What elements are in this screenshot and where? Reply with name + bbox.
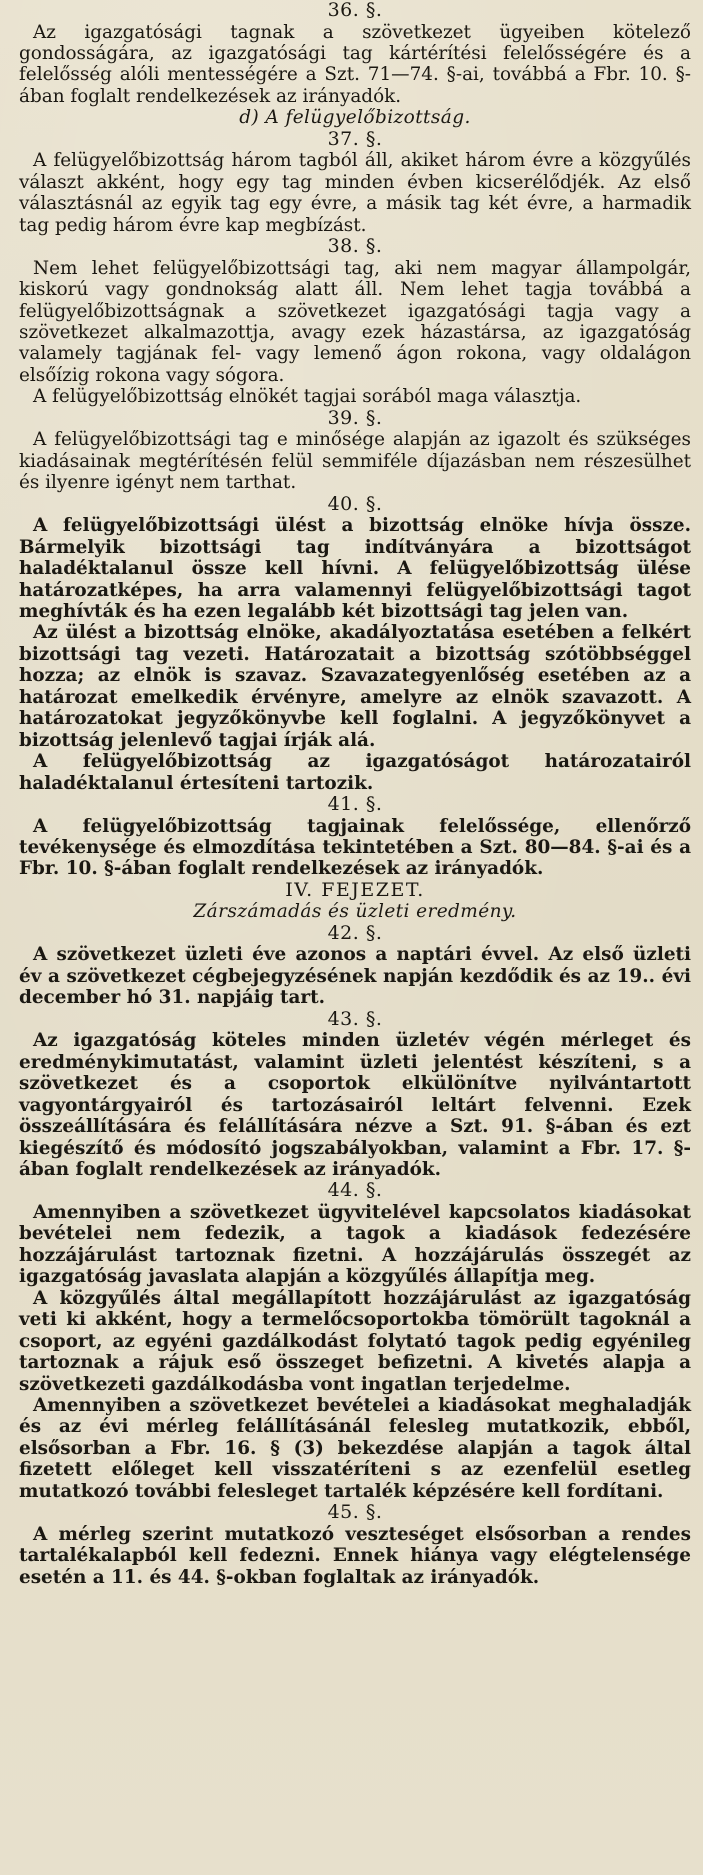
paragraph: Amennyiben a szövetkezet ügyvitelével kapcsolatos kiadásokat bevételei nem fedezik, a tagok a kiadások fedezésére hozzájárulást tartoznak fizetni. A hozzájárulás összegét az igazgatóság javaslata alapján a közgyűlés állapítja meg. (19, 1201, 691, 1288)
subsection-title: d) A felügyelőbizottság. (239, 107, 471, 129)
section-39 (19, 408, 691, 494)
paragraph: Az igazgatósági tagnak a szövetkezet ügyeiben kötelező gondosságára, az igazgatósági tag kártérítési felelősségére és a felelősség alóli mentességére a Szt. 71—74. §-ai, továbbá a Fbr. 10. §-ában foglalt rendelkezések az irányadók. (19, 21, 691, 107)
paragraph: A mérleg szerint mutatkozó veszteséget elsősorban a rendes tartalékalapból kell fedezni. Ennek hiánya vagy elégtelensége esetén a 11. és 44. §-okban foglaltak az irányadók. (19, 1523, 691, 1588)
paragraph: A felügyelőbizottság három tagból áll, akiket három évre a közgyűlés választ akként, hogy egy tag minden évben kicserélődjék. Az első választásnál az egyik tag egy évre, a másik tag két évre, a harmadik tag pedig három évre kap megbízást. (19, 150, 691, 236)
section-heading: 45. §. (327, 1501, 383, 1524)
paragraph: Nem lehet felügyelőbizottsági tag, aki nem magyar állampolgár, kiskorú vagy gondnokság alatt áll. Nem lehet tagja továbbá a felügyelőbizottságnak a szövetkezet igazgatósági tagja vagy a szövetkezet alkalmazottja, avagy ezek házastársa, az igazgatóság valamely tagjának fel- vagy lemenő ágon rokona, vagy oldalágon elsőízig rokona vagy sógora. (19, 257, 691, 386)
paragraph: Az ülést a bizottság elnöke, akadályoztatása esetében a felkért bizottsági tag vezeti. Határozatait a bizottság szótöbbséggel hozza; az elnök is szavaz. Szavazategyenlőség esetében az a határozat emelkedik érvényre, amelyre az elnök szavazott. A határozatokat jegyzőkönyvbe kell foglalni. A jegyzőkönyvet a bizottság jelenlevő tagjai írják alá. (19, 622, 691, 751)
chapter-subtitle: Zárszámadás és üzleti eredmény. (193, 901, 517, 923)
section-heading: 39. §. (327, 406, 383, 429)
section-heading: 36. §. (327, 0, 383, 21)
paragraph: Az igazgatóság köteles minden üzletév végén mérleget és eredménykimutatást, valamint üzleti jelentést készíteni, s a szövetkezet és a csoportok elkülönítve nyilvántartott vagyontárgyairól és tartozásairól leltárt felvenni. Ezek összeállítására és felállítására nézve a Szt. 91. §-ában és ezt kiegészítő és módosító jogszabályokban, valamint a Fbr. 17. §-ában foglalt rendelkezések az irányadók. (19, 1030, 691, 1180)
section-heading: 41. §. (327, 793, 383, 816)
section-heading: 38. §. (327, 235, 383, 258)
paragraph: A felügyelőbizottság az igazgatóságot határozatairól haladéktalanul értesíteni tartozik. (19, 751, 691, 794)
section-36 (19, 0, 691, 107)
section-42 (19, 923, 691, 1009)
section-heading: 42. §. (327, 921, 383, 944)
section-37 (19, 129, 691, 236)
paragraph: A szövetkezet üzleti éve azonos a naptári évvel. Az első üzleti év a szövetkezet cégbejegyzésének napján kezdődik és az 19.. évi december hó 31. napjáig tart. (19, 944, 691, 1009)
paragraph: A felügyelőbizottság elnökét tagjai sorából maga választja. (33, 386, 582, 408)
section-38 (19, 236, 691, 408)
section-40 (19, 494, 691, 794)
section-41 (19, 794, 691, 880)
paragraph: Amennyiben a szövetkezet bevételei a kiadásokat meghaladják és az évi mérleg felállításánál felesleg mutatkozik, ebből, elsősorban a Fbr. 16. § (3) bekezdése alapján a tagok által fizetett előleget kell visszatéríteni s az ezenfelül esetleg mutatkozó további felesleget tartalék képzésére kell fordítani. (19, 1395, 691, 1502)
section-43 (19, 1009, 691, 1181)
chapter-title: IV. FEJEZET. (285, 878, 425, 901)
section-heading: 40. §. (327, 492, 383, 515)
section-44 (19, 1180, 691, 1502)
section-heading: 43. §. (327, 1007, 383, 1030)
section-heading: 44. §. (327, 1179, 383, 1202)
section-heading: 37. §. (327, 127, 383, 150)
paragraph: A felügyelőbizottsági tag e minősége alapján az igazolt és szükséges kiadásainak megtérítésén felül semmiféle díjazásban nem részesülhet és ilyenre igényt nem tarthat. (19, 429, 691, 494)
paragraph: A felügyelőbizottság tagjainak felelőssége, ellenőrző tevékenysége és elmozdítása tekintetében a Szt. 80—84. §-ai és a Fbr. 10. §-ában foglalt rendelkezések az irányadók. (19, 815, 691, 880)
paragraph: A felügyelőbizottsági ülést a bizottság elnöke hívja össze. Bármelyik bizottsági tag indítványára a bizottságot haladéktalanul össze kell hívni. A felügyelőbizottság ülése határozatképes, ha arra valamennyi felügyelőbizottsági tagot meghívták és ha ezen legalább két bizottsági tag jelen van. (19, 515, 691, 622)
paragraph: A közgyűlés által megállapított hozzájárulást az igazgatóság veti ki akként, hogy a termelőcsoportokba tömörült tagoknál a csoport, az egyéni gazdálkodást folytató tagok pedig egyénileg tartoznak a rájuk eső összeget befizetni. A kivetés alapja a szövetkezeti gazdálkodásba vont ingatlan terjedelme. (19, 1287, 691, 1395)
section-45 (19, 1502, 691, 1588)
